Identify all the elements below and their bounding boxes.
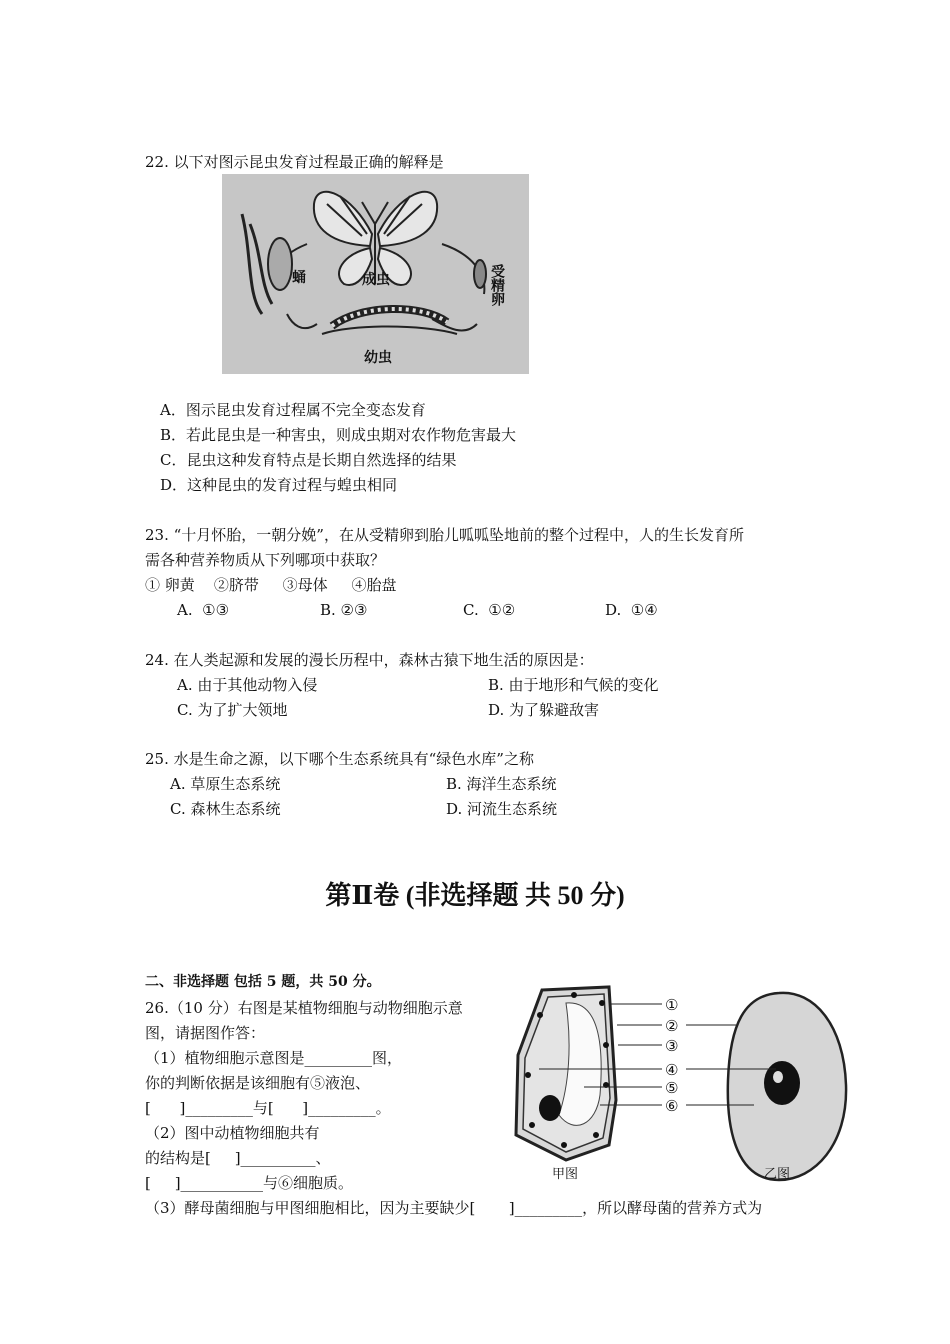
q23-stem-line2: 需各种营养物质从下列哪项中获取？: [145, 551, 386, 569]
marker-1: ①: [665, 996, 679, 1014]
q25-stem: 25. 水是生命之源，以下哪个生态系统具有“绿色水库”之称: [145, 750, 534, 768]
q25-option-a: A. 草原生态系统: [170, 775, 281, 793]
q23-option-b: B. ②③: [320, 601, 368, 619]
section2-heading: 二、非选择题 包括 5 题，共 50 分。: [145, 974, 381, 990]
q23-option-c: C. ①②: [463, 601, 516, 619]
q25-option-d: D. 河流生态系统: [446, 800, 558, 818]
animal-nucleus: [764, 1061, 800, 1105]
q26-line-7: 的结构是[ ]__________、: [145, 1149, 331, 1167]
q26-line-2: 图，请据图作答：: [145, 1024, 266, 1042]
q22-option-a: A．图示昆虫发育过程属不完全变态发育: [160, 401, 426, 419]
q24-option-b: B. 由于地形和气候的变化: [488, 676, 659, 694]
q26-line-6: （2）图中动植物细胞共有: [145, 1124, 320, 1142]
q24-stem: 24. 在人类起源和发展的漫长历程中，森林古猿下地生活的原因是：: [145, 651, 594, 669]
animal-cell-drawing: [728, 993, 846, 1180]
pupa-drawing: [268, 238, 292, 290]
caption-yi: 乙图: [764, 1167, 791, 1182]
q23-stem-line1: 23. “十月怀胎，一朝分娩”，在从受精卵到胎儿呱呱坠地前的整个过程中，人的生长发育所: [145, 526, 744, 544]
q26-line-5: [ ]_________与[ ]_________。: [145, 1099, 391, 1117]
q23-items: ① 卵黄 ②脐带 ③母体 ④胎盘: [145, 576, 397, 594]
marker-2: ②: [665, 1017, 679, 1035]
q26-line-4: 你的判断依据是该细胞有⑤液泡、: [145, 1074, 371, 1092]
q23-option-a: A. ①③: [177, 601, 230, 619]
marker-3: ③: [665, 1037, 679, 1055]
q26-line-9: （3）酵母菌细胞与甲图细胞相比，因为主要缺少[ ]_________，所以酵母菌的营养方式为: [145, 1199, 763, 1217]
q25-option-b: B. 海洋生态系统: [446, 775, 557, 793]
q24-option-a: A. 由于其他动物入侵: [177, 676, 318, 694]
q26-line-1: 26.（10 分）右图是某植物细胞与动物细胞示意: [145, 999, 463, 1017]
marker-4: ④: [665, 1061, 679, 1079]
insect-lifecycle-figure: [222, 174, 529, 374]
plant-cell-drawing: [516, 987, 616, 1160]
q26-line-3: （1）植物细胞示意图是_________图，: [145, 1049, 403, 1067]
q23-option-d: D. ①④: [605, 601, 658, 619]
q24-option-d: D. 为了躲避敌害: [488, 701, 600, 719]
egg-drawing: [474, 260, 486, 288]
caption-jia: 甲图: [552, 1167, 579, 1182]
q26-line-8: [ ]___________与⑥细胞质。: [145, 1174, 354, 1192]
q22-option-b: B．若此昆虫是一种害虫，则成虫期对农作物危害最大: [160, 426, 517, 444]
cell-diagram-figure: [514, 985, 854, 1185]
q25-option-c: C. 森林生态系统: [170, 800, 281, 818]
q22-option-d: D．这种昆虫的发育过程与蝗虫相同: [160, 476, 398, 494]
section2-title: 第Ⅱ卷 (非选择题 共 50 分): [325, 881, 625, 910]
marker-6: ⑥: [665, 1097, 679, 1115]
label-pupa: 蛹: [292, 270, 306, 286]
q22-option-c: C．昆虫这种发育特点是长期自然选择的结果: [160, 451, 457, 469]
label-larva: 幼虫: [364, 350, 392, 366]
plant-nucleus: [539, 1095, 561, 1121]
q22-stem: 22. 以下对图示昆虫发育过程最正确的解释是: [145, 153, 444, 171]
label-adult: 成虫: [362, 272, 390, 288]
q24-option-c: C. 为了扩大领地: [177, 701, 288, 719]
label-egg: 受精卵: [489, 264, 505, 306]
marker-5: ⑤: [665, 1079, 679, 1097]
